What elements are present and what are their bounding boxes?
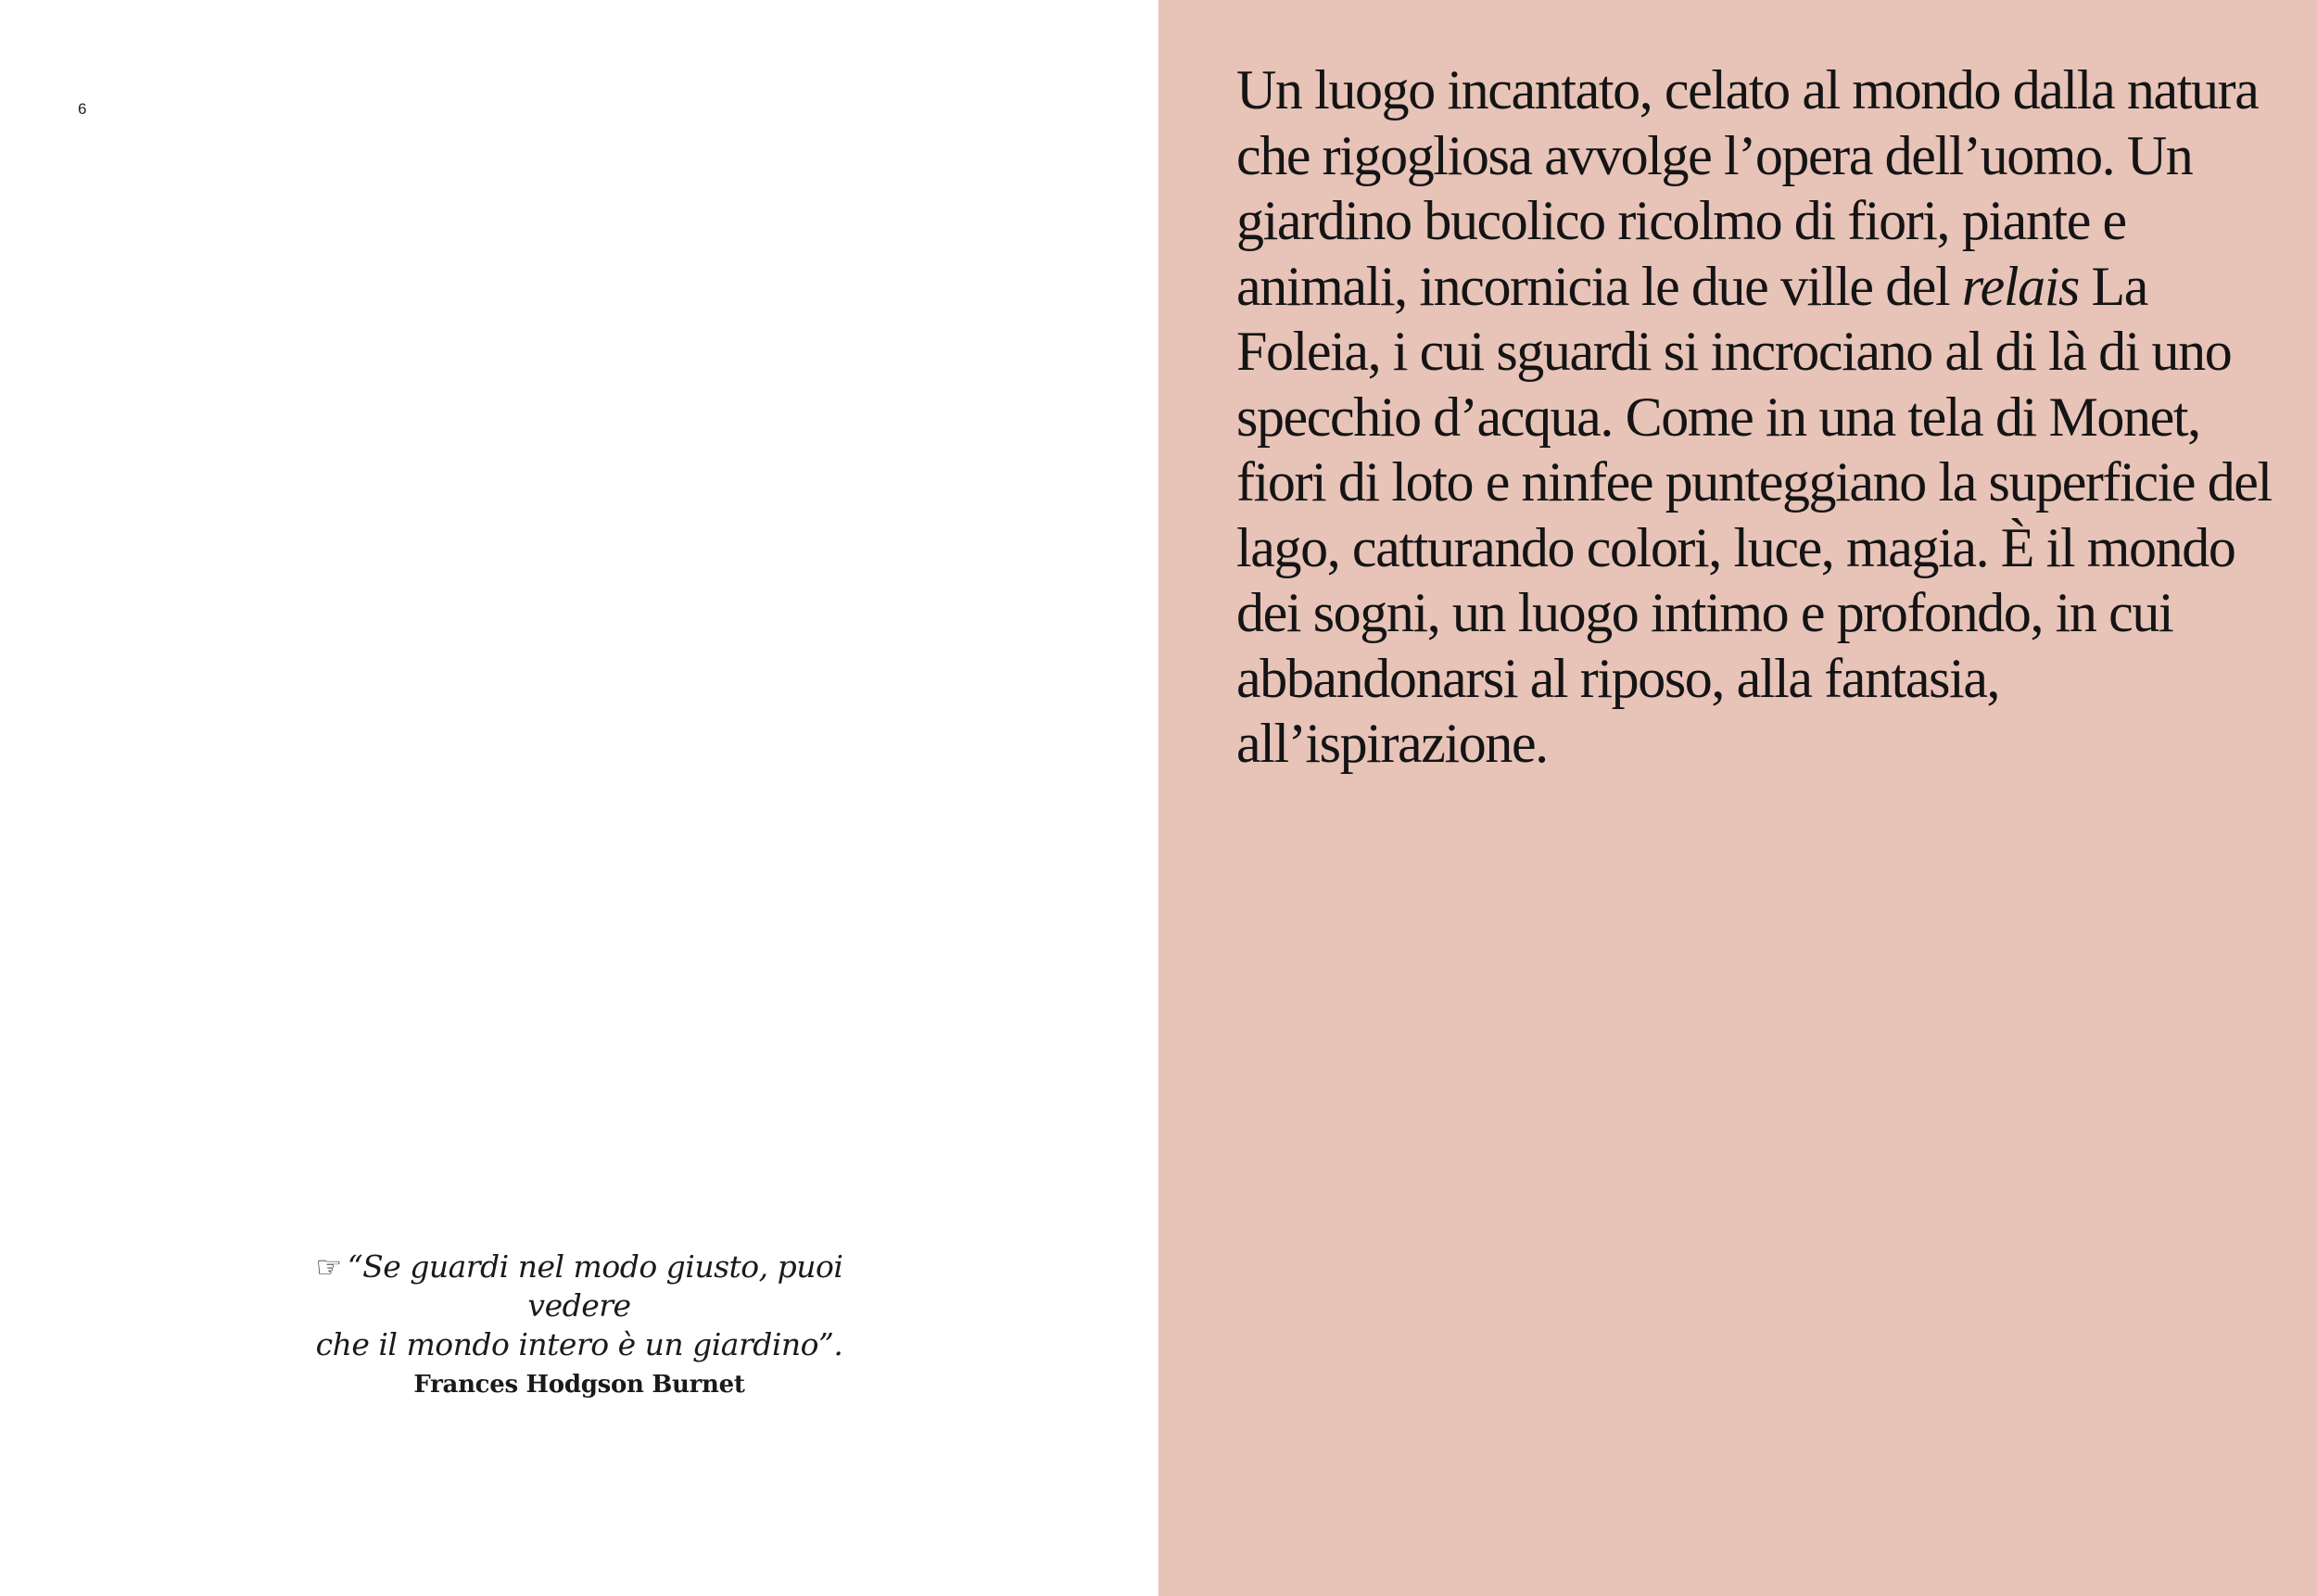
pointing-hand-icon: ☞ xyxy=(315,1249,342,1285)
quote-line-1-text: “Se guardi nel modo giusto, puoi vedere xyxy=(347,1248,843,1324)
quote-line-1 xyxy=(269,1248,890,1325)
body-text-part-2: La Foleia, i cui sguardi si incrociano al di là di uno specchio d’acqua. Come in una tela di Monet, fiori di loto e ninfee punteggiano la superficie del lago, catturando colori, luce, magia. È il mondo dei sogni, un luogo intimo e profondo, in cui abbandonarsi al riposo, alla fantasia, all’ispirazione. xyxy=(1236,255,2272,774)
body-paragraph xyxy=(1236,57,2274,777)
quote-line-2: che il mondo intero è un giardino”. xyxy=(315,1326,843,1362)
body-text-part-1: Un luogo incantato, celato al mondo dalla natura che rigogliosa avvolge l’opera dell’uomo. Un giardino bucolico ricolmo di fiori, piante e animali, incornicia le due ville del xyxy=(1236,59,2259,317)
quote-text xyxy=(269,1248,890,1364)
left-page xyxy=(0,0,1158,1596)
right-page xyxy=(1158,0,2317,1596)
body-text-italic: relais xyxy=(1961,255,2079,317)
quote-author: Frances Hodgson Burnet xyxy=(413,1371,745,1399)
page-number: 6 xyxy=(78,100,87,118)
quote-block xyxy=(269,1248,890,1401)
